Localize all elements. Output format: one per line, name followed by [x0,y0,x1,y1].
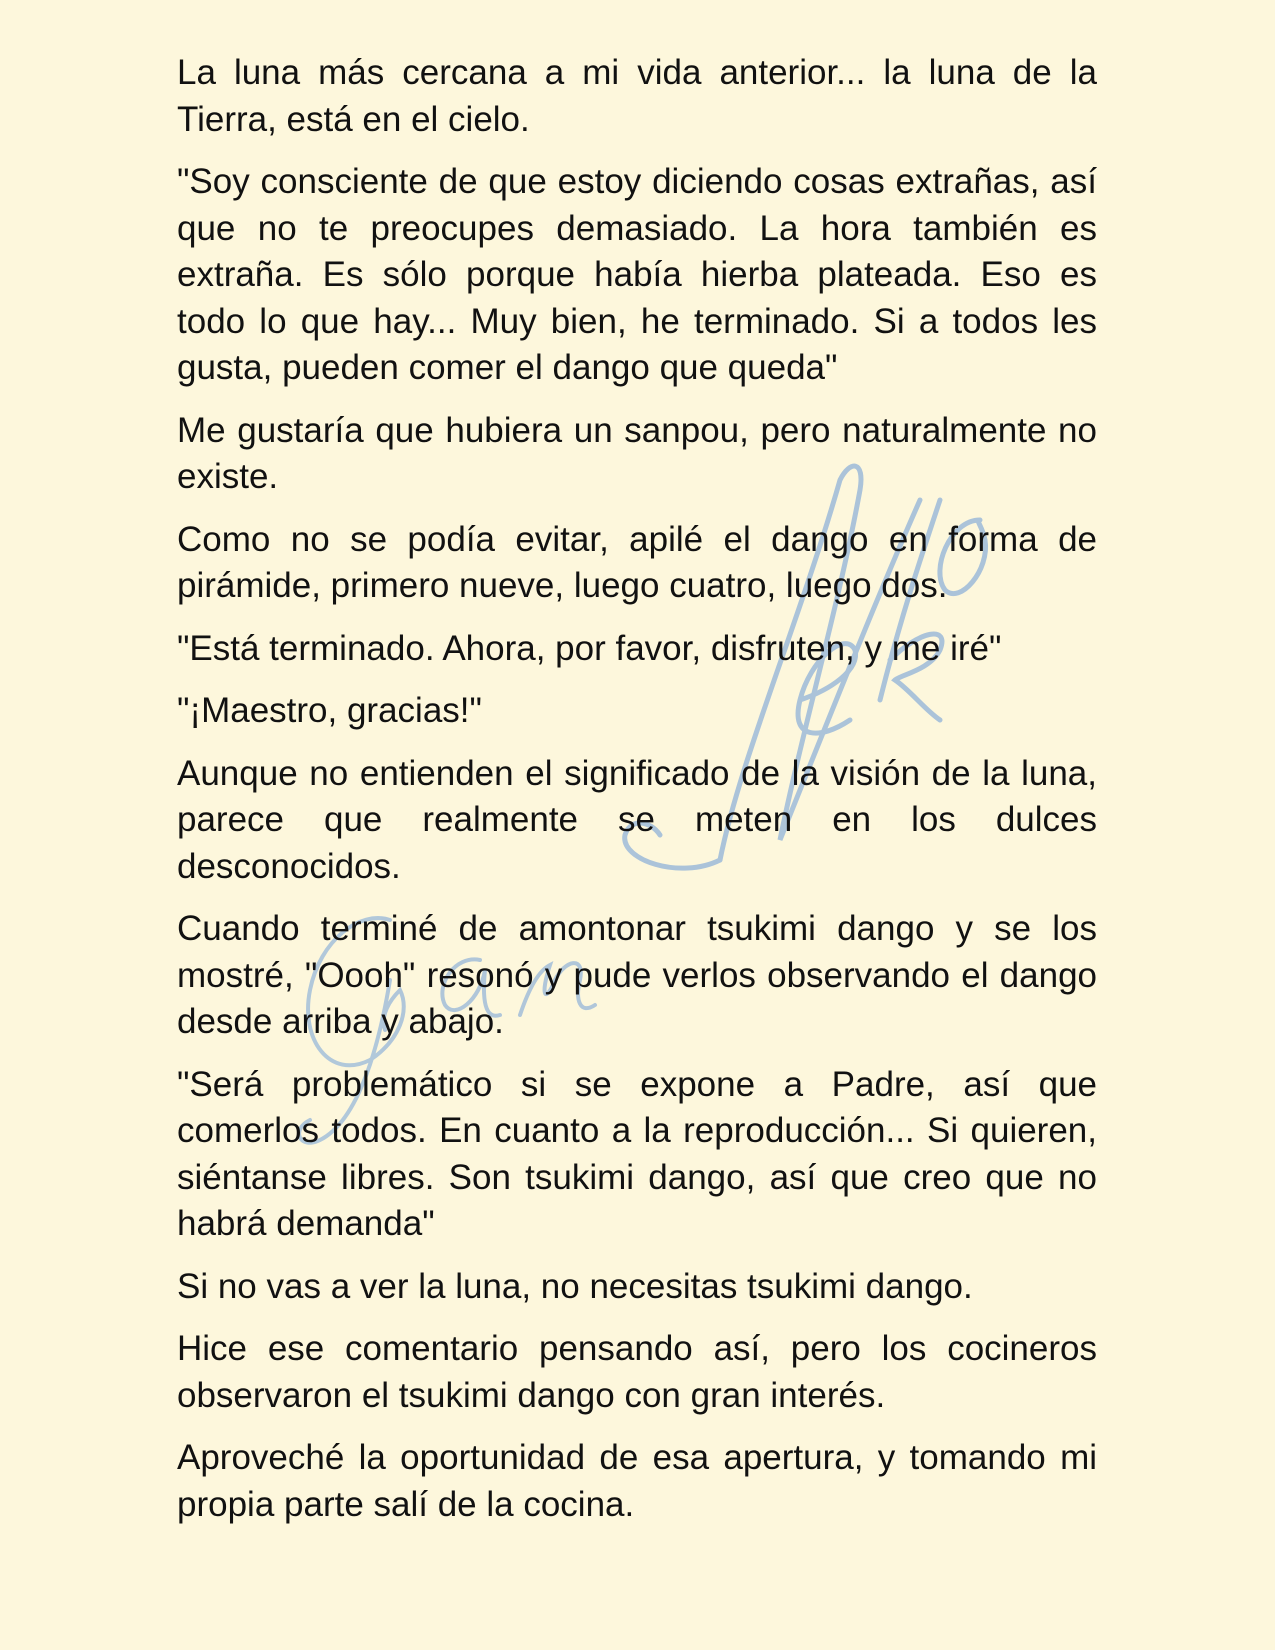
paragraph: "Está terminado. Ahora, por favor, disfruten, y me iré" [177,628,1002,668]
body-text [177,50,1097,1544]
paragraph: Si no vas a ver la luna, no necesitas tsukimi dango. [177,1266,973,1306]
paragraph: "¡Maestro, gracias!" [177,691,482,730]
paragraph: Aunque no entienden el significado de la visión de la luna, parece que realmente se meten en los dulces desconocidos. [177,753,1097,886]
paragraph: Como no se podía evitar, apilé el dango en forma de pirámide, primero nueve, luego cuatro, luego dos. [177,519,1097,605]
paragraph: "Soy consciente de que estoy diciendo cosas extrañas, así que no te preocupes demasiado. La hora también es extraña. Es sólo porque había hierba plateada. Eso es todo lo que hay... Muy bien, he terminado. Si a todos les gusta, pueden comer el dango que queda" [177,162,1097,387]
paragraph: Hice ese comentario pensando así, pero los cocineros observaron el tsukimi dango con gran interés. [177,1329,1097,1415]
paragraph: Cuando terminé de amontonar tsukimi dango y se los mostré, "Oooh" resonó y pude verlos observando el dango desde arriba y abajo. [177,909,1097,1041]
paragraph: Aproveché la oportunidad de esa apertura, y tomando mi propia parte salí de la cocina. [177,1438,1097,1524]
paragraph: La luna más cercana a mi vida anterior... la luna de la Tierra, está en el cielo. [177,53,1097,139]
paragraph: "Será problemático si se expone a Padre, así que comerlos todos. En cuanto a la reproducción... Si quieren, siéntanse libres. Son tsukimi dango, así que creo que no habrá demanda" [177,1064,1097,1243]
paragraph: Me gustaría que hubiera un sanpou, pero naturalmente no existe. [177,410,1097,496]
